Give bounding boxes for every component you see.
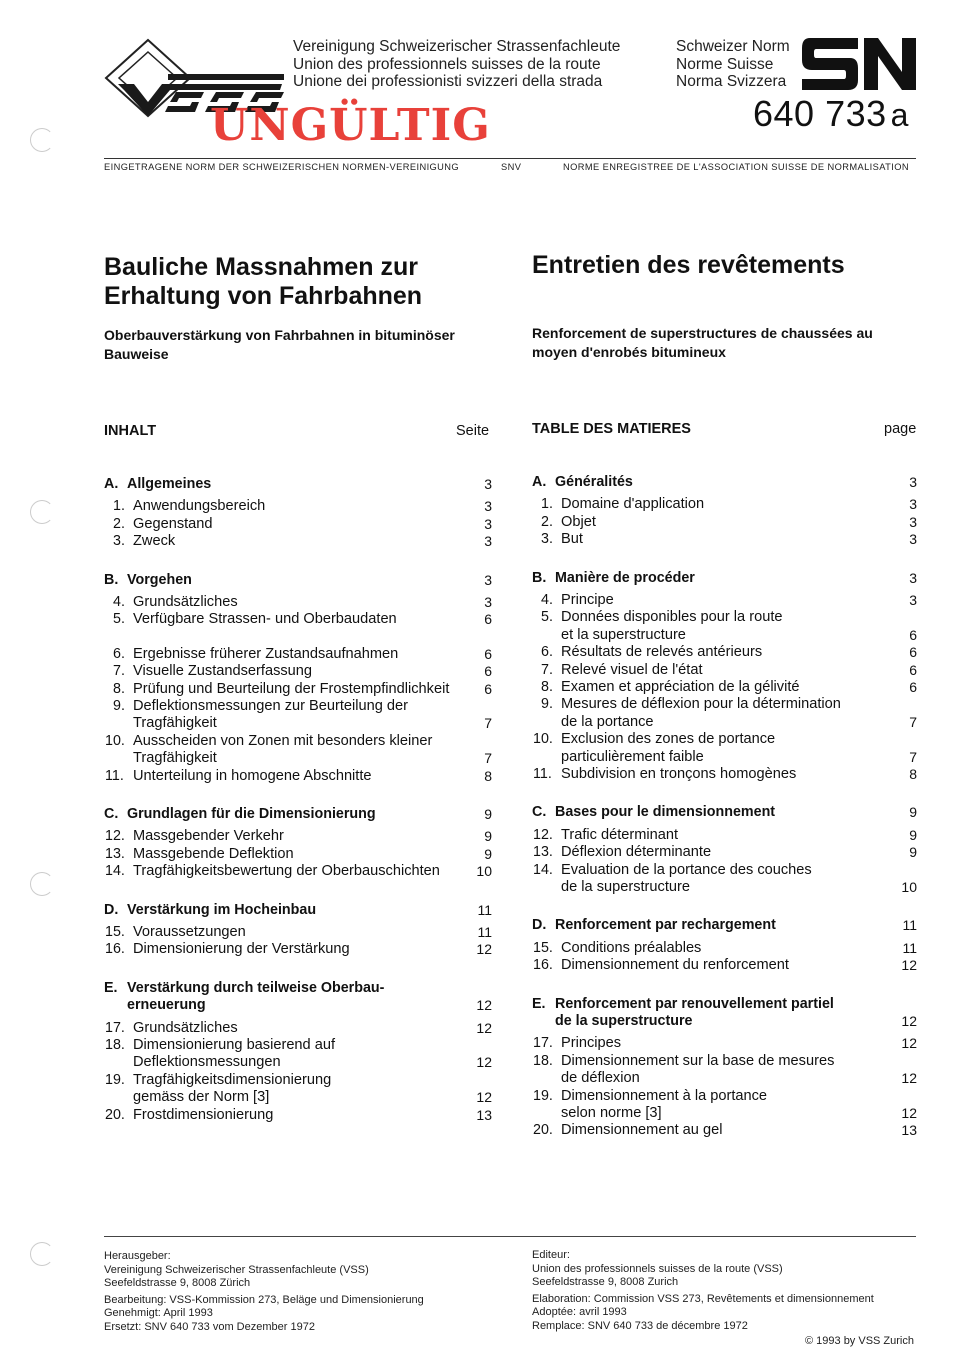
toc-page-number: 11: [477, 901, 492, 918]
toc-page-number: 6: [909, 644, 917, 661]
toc-entry-number: 11.: [105, 767, 124, 784]
toc-entry-title: Mesures de déflexion pour la détermination: [561, 696, 841, 713]
toc-page-number: 6: [484, 645, 492, 662]
org-line-fr: Union des professionnels suisses de la route: [293, 55, 601, 73]
registered-norm-fr: NORME ENREGISTREE DE L'ASSOCIATION SUISSE DE NORMALISATION: [563, 162, 909, 172]
toc-entry-number: 4.: [113, 594, 125, 610]
toc-section-title: Généralités: [555, 474, 633, 490]
toc-entry-title: Voraussetzungen: [133, 924, 246, 940]
toc-entry-number: 1.: [541, 496, 553, 513]
subtitle-de: [104, 326, 455, 364]
toc-entry-number: 4.: [541, 592, 553, 608]
toc-page-number: 10: [901, 879, 917, 895]
subtitle-de-line: Bauweise: [104, 346, 169, 362]
subtitle-fr-line: Renforcement de superstructures de chaussées au: [532, 325, 873, 341]
toc-entry-number: 1.: [113, 498, 125, 515]
toc-entry-title: selon norme [3]: [561, 1105, 662, 1121]
toc-page-number: 9: [909, 804, 917, 821]
toc-entry-title: Frostdimensionierung: [133, 1106, 274, 1123]
toc-page-number: 3: [909, 496, 917, 513]
toc-page-number: 12: [476, 997, 492, 1014]
toc-page-label-fr: page: [884, 421, 917, 437]
norm-line-fr: Norme Suisse: [676, 55, 774, 73]
registered-norm-snv: SNV: [501, 162, 522, 172]
toc-entry-number: 6.: [541, 644, 553, 661]
title-fr-line: Entretien des revêtements: [532, 251, 845, 279]
norm-number-main: 640 733: [753, 93, 887, 134]
title-de: [104, 253, 422, 311]
toc-page-number: 12: [901, 957, 917, 974]
toc-heading-fr: TABLE DES MATIERES: [532, 421, 691, 437]
toc-entry-number: 7.: [113, 663, 125, 680]
toc-entry-number: 17.: [533, 1035, 553, 1052]
toc-entry-title: Gegenstand: [133, 515, 213, 532]
toc-entry-title: Grundsätzliches: [133, 1019, 238, 1036]
toc-entry-number: E.: [104, 979, 118, 996]
toc-entry-number: 16.: [105, 941, 125, 958]
toc-page-number: 3: [484, 571, 492, 588]
norm-number-suffix: a: [890, 97, 909, 133]
toc-section-title: de la superstructure: [555, 1013, 693, 1029]
toc-section-title: Renforcement par renouvellement partiel: [555, 995, 834, 1012]
toc-entry-number: 18.: [533, 1052, 553, 1069]
footer-line: Editeur:: [532, 1249, 570, 1261]
toc-entry-number: 8.: [541, 679, 553, 695]
organisation-names: [293, 38, 620, 91]
toc-entry-title: Deflektionsmessungen: [133, 1054, 281, 1071]
sn-logo: [802, 38, 918, 90]
toc-entry-title: Tragfähigkeitsbewertung der Oberbauschichten: [133, 863, 440, 880]
toc-page-number: 11: [902, 939, 917, 956]
toc-page-number: 9: [909, 826, 917, 843]
toc-entry-title: But: [561, 531, 583, 548]
toc-entry-title: Relevé visuel de l'état: [561, 661, 703, 678]
toc-section-title: Allgemeines: [127, 476, 212, 492]
footer-line: Adoptée: avril 1993: [532, 1306, 627, 1318]
toc-entry-title: de la portance: [561, 713, 654, 730]
toc-entry-title: Trafic déterminant: [561, 826, 679, 843]
toc-page-number: 13: [901, 1122, 917, 1139]
toc-entry-number: 19.: [105, 1071, 125, 1088]
toc-entry-title: Visuelle Zustandserfassung: [133, 663, 313, 680]
toc-section-title: Bases pour le dimensionnement: [555, 804, 776, 821]
norm-line-it: Norma Svizzera: [676, 73, 787, 90]
footer-divider: [104, 1236, 916, 1237]
header-divider: [104, 158, 916, 159]
toc-entry-title: Déflexion déterminante: [561, 844, 712, 861]
punch-hole-mark: [30, 1242, 54, 1266]
toc-entry-number: 19.: [533, 1087, 553, 1104]
toc-page-number: 7: [909, 713, 917, 730]
toc-entry-number: 8.: [113, 680, 125, 697]
toc-entry-number: 15.: [105, 924, 125, 940]
toc-page-number: 6: [484, 663, 492, 680]
toc-section-title: Renforcement par rechargement: [555, 917, 776, 934]
punch-hole-mark: [30, 872, 54, 896]
footer-line: Genehmigt: April 1993: [104, 1307, 213, 1319]
toc-section-title: Verstärkung durch teilweise Oberbau-: [127, 979, 385, 996]
toc-entry-number: E.: [532, 995, 546, 1012]
toc-entry-title: Tragfähigkeit: [133, 750, 217, 767]
toc-page-number: 3: [484, 515, 492, 532]
footer-line: Ersetzt: SNV 640 733 vom Dezember 1972: [104, 1320, 315, 1333]
toc-entry-number: 11.: [533, 766, 552, 782]
toc-entry-number: B.: [104, 571, 119, 588]
publisher-info-fr: [532, 1249, 874, 1333]
toc-entry-number: 3.: [541, 531, 553, 548]
title-fr: [532, 251, 845, 280]
toc-entry-title: et la superstructure: [561, 626, 686, 643]
toc-page-number: 11: [477, 924, 492, 940]
toc-page-number: 12: [901, 1070, 917, 1087]
punch-hole-mark: [30, 500, 54, 524]
toc-page-number: 3: [484, 476, 492, 492]
toc-entry-title: Objet: [561, 513, 596, 530]
toc-entry-number: 5.: [113, 611, 125, 628]
toc-entry-title: Evaluation de la portance des couches: [561, 861, 812, 878]
toc-entry-title: Données disponibles pour la route: [561, 609, 783, 626]
toc-page-number: 9: [909, 844, 917, 861]
toc-entry-number: 2.: [541, 513, 553, 530]
toc-entry-title: de déflexion: [561, 1070, 640, 1087]
toc-entry-title: Subdivision en tronçons homogènes: [561, 766, 797, 782]
toc-entry-title: Dimensionnement au gel: [561, 1122, 723, 1139]
toc-page-number: 3: [484, 594, 492, 610]
toc-entry-title: Zweck: [133, 533, 176, 550]
toc-entry-title: Verfügbare Strassen- und Oberbaudaten: [133, 611, 397, 628]
toc-page-number: 12: [476, 1019, 492, 1036]
toc-entry-title: Principes: [561, 1035, 622, 1052]
toc-page-number: 7: [484, 715, 492, 732]
toc-page-number: 12: [476, 1054, 492, 1071]
toc-page-number: 8: [909, 766, 917, 782]
toc-entry-title: Unterteilung in homogene Abschnitte: [133, 767, 372, 784]
toc-entry-title: Ergebnisse früherer Zustandsaufnahmen: [133, 645, 399, 662]
toc-entry-number: 13.: [533, 844, 553, 861]
toc-page-number: 9: [484, 845, 492, 862]
toc-entry-title: Dimensionierung der Verstärkung: [133, 941, 350, 958]
toc-entry-title: Massgebender Verkehr: [133, 828, 284, 845]
toc-page-number: 12: [476, 941, 492, 958]
toc-entry-number: 2.: [113, 515, 125, 532]
toc-page-number: 6: [484, 680, 492, 697]
toc-page-number: 7: [484, 750, 492, 767]
toc-page-number: 3: [909, 592, 917, 608]
publisher-info-de: [104, 1250, 424, 1334]
footer-line: Seefeldstrasse 9, 8008 Zürich: [104, 1277, 251, 1289]
toc-section-title: erneuerung: [127, 997, 206, 1014]
punch-hole-mark: [30, 128, 54, 152]
toc-entry-title: Dimensionierung basierend auf: [133, 1037, 336, 1053]
toc-entry-number: 14.: [105, 863, 125, 880]
copyright: © 1993 by VSS Zurich: [805, 1335, 914, 1347]
toc-page-number: 3: [909, 569, 917, 586]
subtitle-fr-line: moyen d'enrobés bitumineux: [532, 344, 726, 360]
toc-entry-title: Massgebende Deflektion: [133, 845, 294, 862]
toc-page-number: 6: [484, 611, 492, 628]
toc-entry-title: Grundsätzliches: [133, 594, 238, 610]
toc-entry-number: 16.: [533, 957, 553, 974]
title-de-line: Bauliche Massnahmen zur: [104, 253, 418, 281]
toc-page-number: 6: [909, 661, 917, 678]
subtitle-fr: [532, 324, 873, 362]
toc-section-title: Grundlagen für die Dimensionierung: [127, 806, 376, 822]
norm-number: [753, 93, 909, 135]
toc-entry-number: 17.: [105, 1019, 125, 1036]
toc-entry-number: 9.: [541, 696, 553, 713]
org-line-it: Unione dei professionisti svizzeri della strada: [293, 73, 603, 90]
toc-heading-de: INHALT: [104, 423, 157, 439]
toc-entry-number: 6.: [113, 645, 125, 662]
toc-entry-number: 12.: [533, 826, 553, 843]
toc-entry-title: Examen et appréciation de la gélivité: [561, 679, 800, 695]
footer-line: Herausgeber:: [104, 1250, 171, 1262]
subtitle-de-line: Oberbauverstärkung von Fahrbahnen in bituminöser: [104, 327, 455, 343]
toc-page-number: 3: [909, 513, 917, 530]
footer-line: Elaboration: Commission VSS 273, Revêtements et dimensionnement: [532, 1292, 874, 1305]
toc-entry-title: Anwendungsbereich: [133, 498, 266, 515]
toc-entry-number: B.: [532, 569, 547, 586]
footer-line: Bearbeitung: VSS-Kommission 273, Beläge und Dimensionierung: [104, 1293, 424, 1306]
toc-page-number: 6: [909, 626, 917, 643]
org-line-de: Vereinigung Schweizerischer Strassenfachleute: [293, 38, 621, 55]
toc-page-number: 7: [909, 748, 917, 765]
toc-entry-title: Deflektionsmessungen zur Beurteilung der: [133, 698, 409, 714]
toc-entry-title: Dimensionnement sur la base de mesures: [561, 1052, 835, 1069]
toc-entry-title: Résultats de relevés antérieurs: [561, 644, 763, 661]
toc-page-number: 13: [476, 1106, 492, 1123]
toc-entry-number: 3.: [113, 533, 125, 550]
toc-entry-number: A.: [532, 474, 547, 490]
toc-entry-title: Dimensionnement du renforcement: [561, 957, 789, 974]
toc-entry-number: 13.: [105, 845, 125, 862]
toc-entry-title: Ausscheiden von Zonen mit besonders kleiner: [133, 732, 433, 749]
toc-entry-number: C.: [104, 806, 119, 822]
toc-entry-number: D.: [532, 917, 547, 934]
toc-entry-number: 10.: [533, 731, 553, 748]
toc-entry-title: Dimensionnement à la portance: [561, 1087, 768, 1104]
toc-page-number: 6: [909, 679, 917, 695]
toc-entry-title: Tragfähigkeitsdimensionierung: [133, 1071, 332, 1088]
toc-entry-title: de la superstructure: [561, 879, 690, 895]
footer-line: Union des professionnels suisses de la route (VSS): [532, 1262, 783, 1275]
toc-page-number: 3: [909, 531, 917, 548]
toc-entry-title: Prüfung und Beurteilung der Frostempfindlichkeit: [133, 680, 450, 697]
toc-section-title: Verstärkung im Hocheinbau: [127, 901, 317, 918]
toc-entry-title: Exclusion des zones de portance: [561, 731, 776, 748]
invalid-stamp: UNGÜLTIG: [210, 100, 491, 151]
footer-line: Seefeldstrasse 9, 8008 Zurich: [532, 1276, 679, 1288]
toc-entry-number: 15.: [533, 939, 553, 956]
toc-page-number: 12: [476, 1089, 492, 1106]
toc-entry-number: 20.: [533, 1122, 553, 1139]
toc-page-number: 9: [484, 806, 492, 822]
toc-page-number: 11: [902, 917, 917, 934]
toc-entry-title: Domaine d'application: [561, 496, 705, 513]
toc-section-title: Vorgehen: [127, 571, 192, 588]
toc-entry-number: 20.: [105, 1106, 125, 1123]
toc-entry-number: 7.: [541, 661, 553, 678]
toc-page-number: 3: [484, 498, 492, 515]
toc-entry-title: gemäss der Norm [3]: [133, 1089, 270, 1106]
norm-line-de: Schweizer Norm: [676, 38, 790, 55]
toc-page-number: 3: [909, 474, 917, 490]
toc-entry-number: C.: [532, 804, 547, 821]
toc-entry-title: particulièrement faible: [561, 748, 704, 765]
toc-page-number: 12: [901, 1013, 917, 1029]
toc-page-label-de: Seite: [456, 423, 490, 439]
toc-entry-number: A.: [104, 476, 119, 492]
registered-norm-de: EINGETRAGENE NORM DER SCHWEIZERISCHEN NORMEN-VEREINIGUNG: [104, 162, 460, 172]
toc-page-number: 3: [484, 533, 492, 550]
toc-page-number: 8: [484, 767, 492, 784]
toc-page-number: 12: [901, 1105, 917, 1121]
toc-entry-title: Tragfähigkeit: [133, 715, 217, 732]
toc-page-number: 9: [484, 828, 492, 845]
norm-designation: [676, 38, 790, 91]
toc-entry-number: 5.: [541, 609, 553, 626]
toc-entry-number: 12.: [105, 828, 125, 845]
toc-entry-title: Conditions préalables: [561, 939, 702, 956]
toc-entry-title: Principe: [561, 592, 614, 608]
footer-line: Vereinigung Schweizerischer Strassenfachleute (VSS): [104, 1263, 369, 1276]
toc-entry-number: D.: [104, 901, 119, 918]
title-de-line: Erhaltung von Fahrbahnen: [104, 282, 423, 310]
toc-page-number: 10: [476, 863, 492, 880]
toc-entry-number: 18.: [105, 1037, 125, 1053]
toc-entry-number: 10.: [105, 732, 125, 749]
toc-entry-number: 14.: [533, 861, 553, 878]
footer-line: Remplace: SNV 640 733 de décembre 1972: [532, 1319, 748, 1332]
toc-entry-number: 9.: [113, 698, 125, 714]
toc-section-title: Manière de procéder: [555, 569, 695, 586]
toc-page-number: 12: [901, 1035, 917, 1052]
